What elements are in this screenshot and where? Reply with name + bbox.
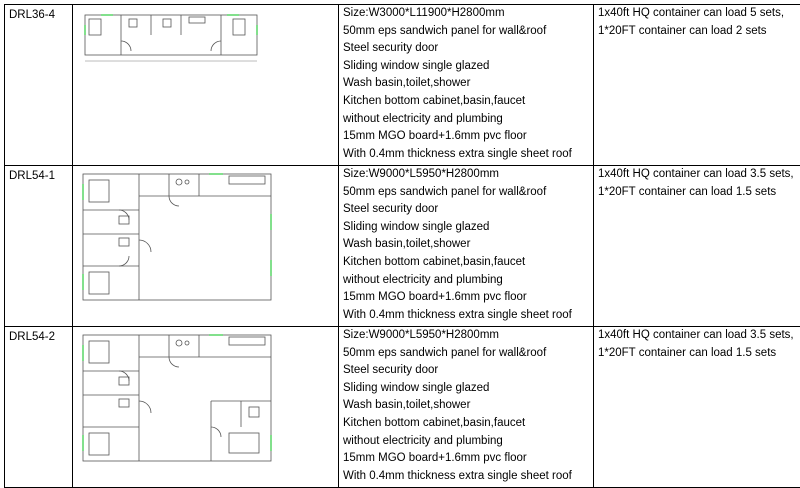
spec-floor: 15mm MGO board+1.6mm pvc floor (343, 128, 593, 146)
table-row (5, 5, 800, 166)
model-cell (5, 166, 73, 327)
spec-panel: 50mm eps sandwich panel for wall&roof (343, 345, 593, 363)
spec-cell (339, 5, 594, 166)
model-cell (5, 327, 73, 488)
spec-floor: 15mm MGO board+1.6mm pvc floor (343, 450, 593, 468)
spec-bathroom: Wash basin,toilet,shower (343, 75, 593, 93)
loading-cell (594, 5, 800, 166)
loading-20ft: 1*20FT container can load 1.5 sets (598, 345, 800, 363)
spec-kitchen: Kitchen bottom cabinet,basin,faucet (343, 93, 593, 111)
floor-plan-cell (73, 5, 339, 166)
spec-door: Steel security door (343, 40, 593, 58)
spec-floor: 15mm MGO board+1.6mm pvc floor (343, 289, 593, 307)
loading-cell (594, 327, 800, 488)
spec-utilities: without electricity and plumbing (343, 433, 593, 451)
floor-plan-cell (73, 327, 339, 488)
spec-door: Steel security door (343, 362, 593, 380)
loading-20ft: 1*20FT container can load 2 sets (598, 23, 800, 41)
spec-bathroom: Wash basin,toilet,shower (343, 397, 593, 415)
spec-cell (339, 166, 594, 327)
model-cell (5, 5, 73, 166)
table-row (5, 166, 800, 327)
spec-table (4, 4, 800, 488)
loading-cell (594, 166, 800, 327)
table-row (5, 327, 800, 488)
spec-kitchen: Kitchen bottom cabinet,basin,faucet (343, 254, 593, 272)
spec-kitchen: Kitchen bottom cabinet,basin,faucet (343, 415, 593, 433)
spec-panel: 50mm eps sandwich panel for wall&roof (343, 184, 593, 202)
spec-roof: With 0.4mm thickness extra single sheet roof (343, 468, 593, 486)
loading-40ft: 1x40ft HQ container can load 3.5 sets, (598, 327, 800, 345)
spec-roof: With 0.4mm thickness extra single sheet roof (343, 307, 593, 325)
spec-size: Size:W9000*L5950*H2800mm (343, 166, 593, 184)
loading-40ft: 1x40ft HQ container can load 5 sets, (598, 5, 800, 23)
model-name: DRL36-4 (9, 7, 72, 25)
spec-roof: With 0.4mm thickness extra single sheet roof (343, 146, 593, 164)
loading-20ft: 1*20FT container can load 1.5 sets (598, 184, 800, 202)
floor-plan-cell (73, 166, 339, 327)
spec-door: Steel security door (343, 201, 593, 219)
spec-utilities: without electricity and plumbing (343, 111, 593, 129)
spec-cell (339, 327, 594, 488)
floor-plan-drawing-icon (79, 170, 279, 306)
spec-window: Sliding window single glazed (343, 58, 593, 76)
model-name: DRL54-2 (9, 329, 72, 347)
spec-bathroom: Wash basin,toilet,shower (343, 236, 593, 254)
spec-window: Sliding window single glazed (343, 380, 593, 398)
loading-40ft: 1x40ft HQ container can load 3.5 sets, (598, 166, 800, 184)
model-name: DRL54-1 (9, 168, 72, 186)
spec-size: Size:W9000*L5950*H2800mm (343, 327, 593, 345)
floor-plan-drawing-icon (81, 11, 261, 65)
spec-utilities: without electricity and plumbing (343, 272, 593, 290)
spec-size: Size:W3000*L11900*H2800mm (343, 5, 593, 23)
spec-panel: 50mm eps sandwich panel for wall&roof (343, 23, 593, 41)
spec-window: Sliding window single glazed (343, 219, 593, 237)
floor-plan-drawing-icon (79, 331, 279, 467)
